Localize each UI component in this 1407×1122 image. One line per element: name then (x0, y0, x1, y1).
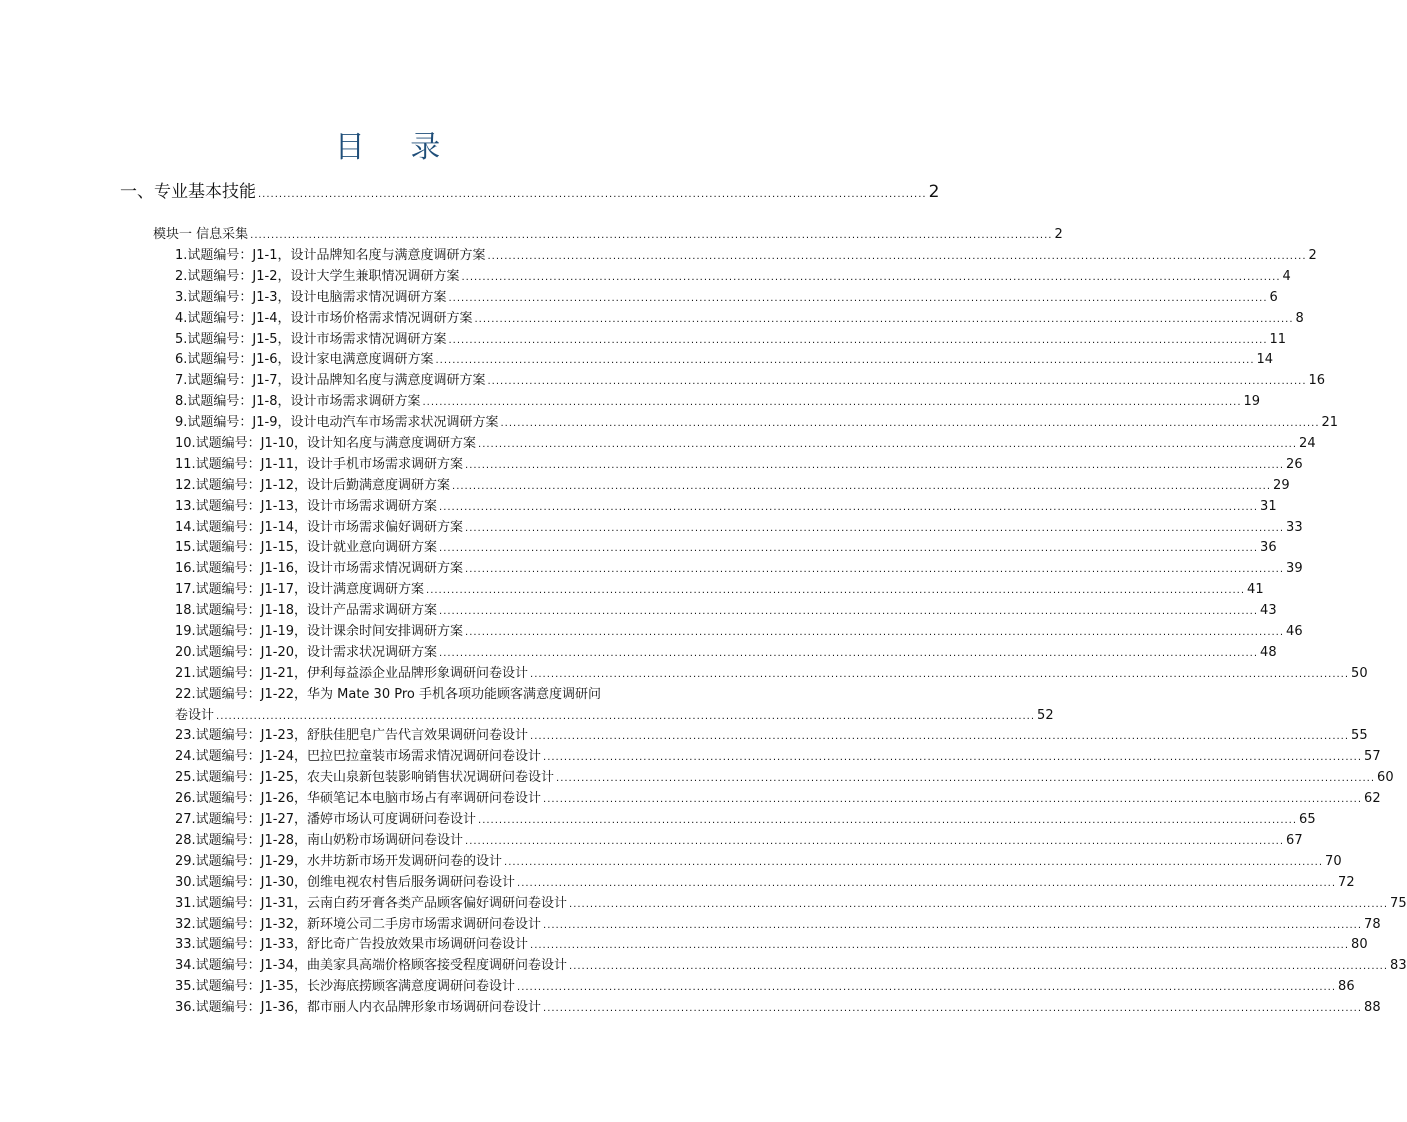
dot-leader: .................................................................................................................................................................................................... (439, 501, 1259, 513)
dot-leader: .................................................................................................................................................................................................... (452, 480, 1272, 492)
dot-leader: .................................................................................................................................................................................................... (426, 585, 1246, 597)
toc-item-page-number: 60 (1377, 770, 1394, 786)
toc-item[interactable] (175, 935, 1368, 956)
toc-item-page-number: 80 (1351, 937, 1368, 953)
dot-leader: .................................................................................................................................................................................................... (487, 251, 1307, 262)
toc-item[interactable] (175, 267, 1291, 288)
toc-item-label: 23.试题编号：J1-23，舒肤佳肥皂广告代言效果调研问卷设计 (175, 728, 529, 744)
toc-item[interactable] (175, 309, 1304, 330)
toc-module-entry[interactable] (153, 226, 1063, 245)
toc-item[interactable] (175, 873, 1355, 894)
dot-leader: .................................................................................................................................................................................................... (500, 418, 1320, 430)
toc-item-page-number: 11 (1269, 331, 1287, 347)
toc-item[interactable] (175, 622, 1303, 643)
dot-leader: .................................................................................................................................................................................................... (448, 292, 1268, 304)
toc-item-label: 16.试题编号：J1-16，设计市场需求情况调研方案 (175, 561, 464, 577)
toc-item-page-number: 50 (1351, 665, 1368, 681)
toc-item-label: 17.试题编号：J1-17，设计满意度调研方案 (175, 582, 425, 598)
toc-item[interactable] (175, 330, 1287, 351)
toc-item-label: 18.试题编号：J1-18，设计产品需求调研方案 (175, 603, 438, 619)
dot-leader: .................................................................................................................................................................................................... (543, 919, 1363, 931)
dot-leader: .................................................................................................................................................................................................... (517, 982, 1337, 994)
module-page-number: 2 (1054, 227, 1063, 242)
toc-item-label: 11.试题编号：J1-11，设计手机市场需求调研方案 (175, 456, 464, 472)
toc-item-label: 28.试题编号：J1-28，南山奶粉市场调研问卷设计 (175, 832, 464, 848)
toc-item-page-number: 26 (1286, 456, 1303, 472)
toc-item[interactable] (175, 664, 1368, 685)
dot-leader: .................................................................................................................................................................................................... (487, 376, 1307, 388)
toc-item-page-number: 41 (1247, 582, 1264, 598)
toc-item-label: 5.试题编号：J1-5，设计市场需求情况调研方案 (175, 331, 447, 347)
dot-leader: .................................................................................................................................................................................................... (517, 877, 1337, 889)
dot-leader: .................................................................................................................................................................................................... (448, 334, 1268, 346)
toc-item[interactable] (175, 580, 1264, 601)
dot-leader: .................................................................................................................................................................................................... (543, 752, 1363, 764)
toc-title: 目 录 (334, 130, 459, 165)
toc-item-label: 34.试题编号：J1-34，曲美家具高端价格顾客接受程度调研问卷设计 (175, 958, 568, 974)
toc-item[interactable] (175, 998, 1381, 1019)
dot-leader: .................................................................................................................................................................................................... (543, 1003, 1363, 1015)
toc-item-label: 14.试题编号：J1-14，设计市场需求偏好调研方案 (175, 519, 464, 535)
toc-item-page-number: 6 (1269, 289, 1278, 305)
toc-item[interactable] (175, 392, 1261, 413)
dot-leader: .................................................................................................................................................................................................... (530, 731, 1350, 743)
toc-item-page-number: 16 (1308, 373, 1326, 389)
toc-item[interactable] (175, 497, 1277, 518)
toc-item-page-number: 2 (1308, 248, 1317, 263)
toc-item-page-number: 36 (1260, 540, 1277, 556)
dot-leader: .................................................................................................................................................................................................... (504, 856, 1324, 868)
toc-item-label: 9.试题编号：J1-9，设计电动汽车市场需求状况调研方案 (175, 415, 499, 431)
module-label: 模块一 信息采集 (153, 227, 249, 242)
dot-leader: .................................................................................................................................................................................................... (465, 627, 1285, 639)
toc-item-page-number: 62 (1364, 791, 1381, 807)
toc-item[interactable] (175, 413, 1339, 434)
dot-leader: .................................................................................................................................................................................................... (465, 459, 1285, 471)
toc-item-label: 8.试题编号：J1-8，设计市场需求调研方案 (175, 394, 421, 410)
dot-leader: .................................................................................................................................................................................................... (569, 961, 1389, 973)
toc-item-label: 32.试题编号：J1-32，新环境公司二手房市场需求调研问卷设计 (175, 916, 542, 932)
toc-item[interactable] (175, 852, 1342, 873)
toc-item-page-number: 78 (1364, 916, 1381, 932)
toc-item-label: 7.试题编号：J1-7，设计品牌知名度与满意度调研方案 (175, 373, 486, 389)
toc-item-label-continuation: 卷设计 (175, 707, 215, 723)
dot-leader: .................................................................................................................................................................................................... (439, 606, 1259, 618)
section-page-number: 2 (928, 182, 940, 202)
toc-item-page-number: 39 (1286, 561, 1303, 577)
toc-item-page-number: 21 (1321, 415, 1339, 431)
toc-item-label: 33.试题编号：J1-33，舒比奇广告投放效果市场调研问卷设计 (175, 937, 529, 953)
toc-item-page-number: 57 (1364, 749, 1381, 765)
toc-item[interactable] (175, 726, 1368, 747)
dot-leader: .................................................................................................................................................................................................... (530, 668, 1350, 680)
toc-item-page-number: 8 (1295, 310, 1304, 326)
dot-leader: .................................................................................................................................................................................................... (543, 794, 1363, 806)
toc-item-page-number: 14 (1256, 352, 1274, 368)
toc-item-label: 3.试题编号：J1-3，设计电脑需求情况调研方案 (175, 289, 447, 305)
toc-item[interactable] (175, 246, 1317, 267)
toc-item-page-number: 70 (1325, 853, 1342, 869)
toc-item[interactable] (175, 559, 1303, 580)
toc-item[interactable] (175, 977, 1355, 998)
toc-item[interactable] (175, 915, 1381, 936)
toc-item-page-number: 55 (1351, 728, 1368, 744)
toc-section-entry[interactable] (120, 180, 940, 207)
toc-item-label: 6.试题编号：J1-6，设计家电满意度调研方案 (175, 352, 434, 368)
toc-item-page-number: 75 (1390, 895, 1407, 911)
toc-item-label: 22.试题编号：J1-22，华为 Mate 30 Pro 手机各项功能顾客满意度调研问 (175, 686, 601, 702)
toc-item[interactable] (175, 434, 1316, 455)
toc-item[interactable] (175, 601, 1277, 622)
toc-item-label: 31.试题编号：J1-31，云南白药牙膏各类产品顾客偏好调研问卷设计 (175, 895, 568, 911)
toc-item[interactable] (175, 956, 1407, 977)
toc-item-page-number: 65 (1299, 812, 1316, 828)
dot-leader: .................................................................................................................................................................................................... (478, 439, 1298, 451)
toc-item[interactable] (175, 643, 1277, 664)
section-label: 一、专业基本技能 (120, 182, 256, 202)
dot-leader: .................................................................................................................................................................................................... (439, 543, 1259, 555)
toc-item-page-number: 19 (1243, 394, 1261, 410)
dot-leader: .................................................................................................................................................................................................... (569, 898, 1389, 910)
toc-item[interactable] (175, 538, 1277, 559)
toc-item-label: 19.试题编号：J1-19，设计课余时间安排调研方案 (175, 624, 464, 640)
toc-item[interactable] (175, 288, 1278, 309)
toc-item[interactable] (175, 685, 672, 706)
toc-item-page-number: 86 (1338, 979, 1355, 995)
toc-item-page-number: 29 (1273, 477, 1290, 493)
dot-leader: .................................................................................................................................................................................................... (465, 835, 1285, 847)
toc-item[interactable] (175, 894, 1407, 915)
toc-item-page-number: 52 (1037, 707, 1054, 723)
toc-item[interactable] (175, 476, 1290, 497)
toc-item[interactable] (175, 455, 1303, 476)
toc-item[interactable] (175, 789, 1381, 810)
toc-item-continuation[interactable] (175, 706, 1054, 727)
toc-item-page-number: 48 (1260, 644, 1277, 660)
dot-leader: .................................................................................................................................................................................................... (461, 271, 1281, 283)
toc-item-label: 15.试题编号：J1-15，设计就业意向调研方案 (175, 540, 438, 556)
toc-item-label: 35.试题编号：J1-35，长沙海底捞顾客满意度调研问卷设计 (175, 979, 516, 995)
toc-item-label: 27.试题编号：J1-27，潘婷市场认可度调研问卷设计 (175, 812, 477, 828)
dot-leader: .................................................................................................................................................................................................... (435, 355, 1255, 367)
toc-item-page-number: 67 (1286, 832, 1303, 848)
toc-item-page-number: 83 (1390, 958, 1407, 974)
toc-item-label: 25.试题编号：J1-25，农夫山泉新包装影响销售状况调研问卷设计 (175, 770, 555, 786)
dot-leader: .................................................................................................................................................................................................... (474, 313, 1294, 325)
dot-leader: .................................................................................................................................................................................................... (422, 397, 1242, 409)
toc-item[interactable] (175, 371, 1326, 392)
toc-item[interactable] (175, 768, 1394, 789)
toc-item[interactable] (175, 810, 1316, 831)
toc-item-page-number: 31 (1260, 498, 1277, 514)
toc-item-label: 21.试题编号：J1-21，伊利每益添企业品牌形象调研问卷设计 (175, 665, 529, 681)
dot-leader: ................................................................................................................................................................................................ (250, 230, 1053, 241)
dot-leader: .................................................................................................................................................................................................... (465, 522, 1285, 534)
toc-item-page-number: 24 (1299, 436, 1316, 452)
toc-item[interactable] (175, 747, 1381, 768)
toc-item-list (175, 246, 1407, 1019)
toc-item-label: 13.试题编号：J1-13，设计市场需求调研方案 (175, 498, 438, 514)
toc-item-page-number: 33 (1286, 519, 1303, 535)
toc-item-label: 36.试题编号：J1-36，都市丽人内衣品牌形象市场调研问卷设计 (175, 1000, 542, 1016)
toc-item-label: 2.试题编号：J1-2，设计大学生兼职情况调研方案 (175, 268, 460, 284)
dot-leader: .................................................................................................................................................................................................... (439, 647, 1259, 659)
dot-leader: .................................................................................................................................................................................................... (216, 710, 1036, 722)
toc-item[interactable] (175, 518, 1303, 539)
toc-item-label: 12.试题编号：J1-12，设计后勤满意度调研方案 (175, 477, 451, 493)
toc-item-page-number: 46 (1286, 624, 1303, 640)
toc-item-page-number: 88 (1364, 1000, 1381, 1016)
toc-item-page-number: 72 (1338, 874, 1355, 890)
toc-item-label: 30.试题编号：J1-30，创维电视农村售后服务调研问卷设计 (175, 874, 516, 890)
dot-leader: .................................................................................................................................................................................................... (478, 815, 1298, 827)
dot-leader: .................................................................................................................................................................................................... (530, 940, 1350, 952)
toc-item-label: 1.试题编号：J1-1，设计品牌知名度与满意度调研方案 (175, 248, 486, 263)
toc-item-label: 10.试题编号：J1-10，设计知名度与满意度调研方案 (175, 436, 477, 452)
toc-item-label: 20.试题编号：J1-20，设计需求状况调研方案 (175, 644, 438, 660)
toc-item-page-number: 43 (1260, 603, 1277, 619)
dot-leader: .................................................................................................................................................................................................... (465, 564, 1285, 576)
toc-item-label: 29.试题编号：J1-29，水井坊新市场开发调研问卷的设计 (175, 853, 503, 869)
toc-item-page-number: 4 (1282, 268, 1291, 284)
toc-item-label: 4.试题编号：J1-4，设计市场价格需求情况调研方案 (175, 310, 473, 326)
dot-leader: ................................................................................................................................................................ (258, 189, 927, 200)
toc-item[interactable] (175, 831, 1303, 852)
toc-item-label: 24.试题编号：J1-24，巴拉巴拉童装市场需求情况调研问卷设计 (175, 749, 542, 765)
toc-item[interactable] (175, 350, 1274, 371)
toc-item-label: 26.试题编号：J1-26，华硕笔记本电脑市场占有率调研问卷设计 (175, 791, 542, 807)
dot-leader: .................................................................................................................................................................................................... (556, 773, 1376, 785)
